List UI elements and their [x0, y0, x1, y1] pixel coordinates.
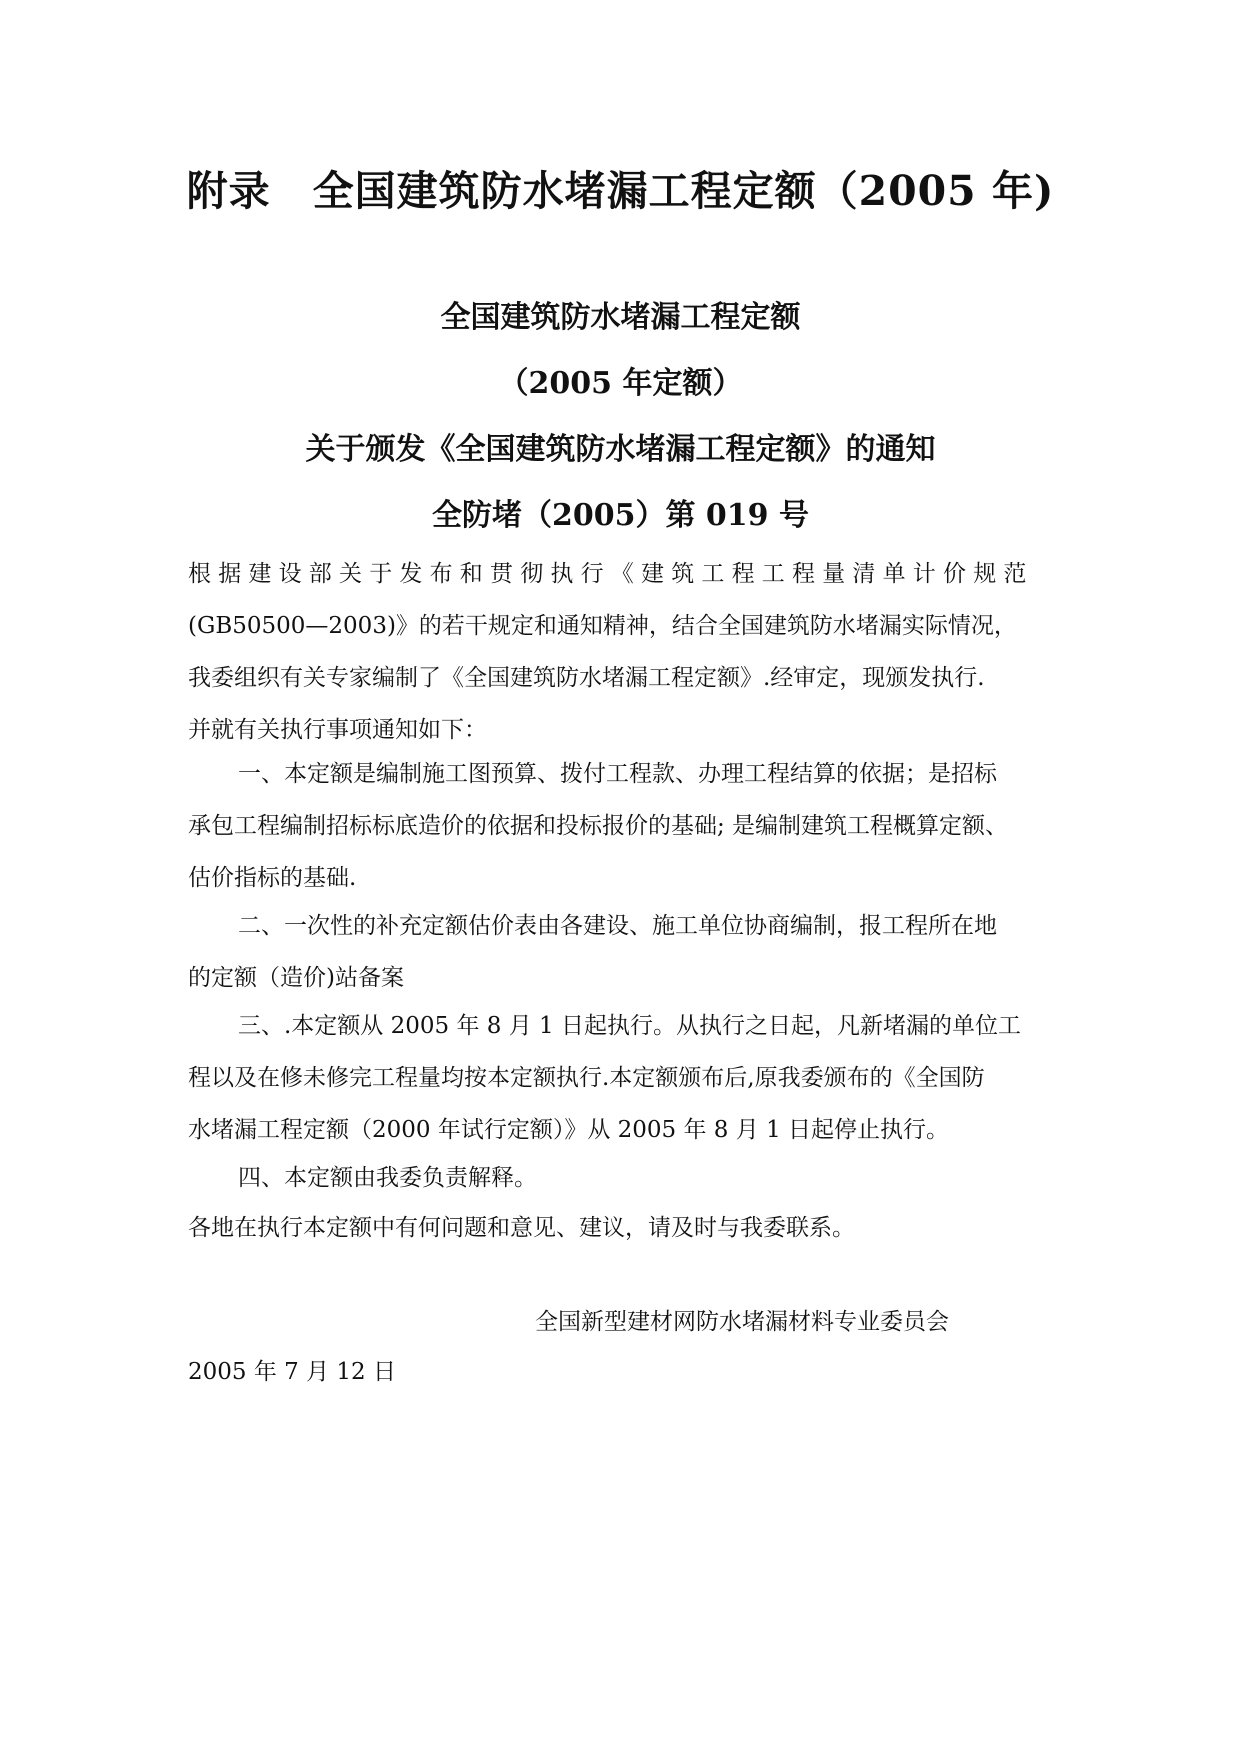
item-2-line: 二、一次性的补充定额估价表由各建设、施工单位协商编制，报工程所在地 [238, 913, 997, 939]
intro-line: 我委组织有关专家编制了《全国建筑防水堵漏工程定额》.经审定，现颁发执行. [188, 665, 985, 691]
closing-paragraph [188, 1202, 1054, 1254]
item-3-line: 三、.本定额从 2005 年 8 月 1 日起执行。从执行之日起，凡新堵漏的单位工 [238, 1013, 1021, 1039]
quota-title: 全国建筑防水堵漏工程定额 [440, 300, 801, 335]
closing-line: 各地在执行本定额中有何问题和意见、建议，请及时与我委联系。 [188, 1215, 855, 1241]
item-2-line: 的定额（造价)站备案 [188, 965, 404, 991]
issue-date: 2005 年 7 月 12 日 [188, 1359, 396, 1385]
appendix-title: 附录 全国建筑防水堵漏工程定额（2005 年) [186, 167, 1055, 215]
item-1-paragraph [188, 748, 1054, 904]
item-3-line: 程以及在修未修完工程量均按本定额执行.本定额颁布后,原我委颁布的《全国防 [188, 1065, 985, 1091]
item-1-line: 估价指标的基础. [188, 865, 357, 891]
quota-year: （2005 年定额） [498, 366, 743, 401]
notice-title: 关于颁发《全国建筑防水堵漏工程定额》的通知 [305, 432, 936, 467]
intro-line: 并就有关执行事项通知如下： [188, 717, 487, 743]
item-2-paragraph [188, 900, 1054, 1004]
item-4-line: 四、本定额由我委负责解释。 [238, 1165, 537, 1191]
item-1-line: 承包工程编制招标标底造价的依据和投标报价的基础; 是编制建筑工程概算定额、 [188, 813, 1009, 839]
intro-line: (GB50500—2003)》的若干规定和通知精神，结合全国建筑防水堵漏实际情况， [188, 613, 1017, 639]
issuer-signature: 全国新型建材网防水堵漏材料专业委员会 [535, 1309, 949, 1335]
item-4-paragraph [188, 1152, 1054, 1204]
item-3-line: 水堵漏工程定额（2000 年试行定额）》从 2005 年 8 月 1 日起停止执行。 [188, 1117, 950, 1143]
intro-line: 根据建设部关于发布和贯彻执行《建筑工程工程量清单计价规范 [188, 561, 1034, 587]
notice-number: 全防堵（2005）第 019 号 [431, 498, 809, 533]
item-3-paragraph [188, 1000, 1054, 1156]
item-1-line: 一、本定额是编制施工图预算、拨付工程款、办理工程结算的依据；是招标 [238, 761, 997, 787]
intro-paragraph [188, 548, 1054, 756]
